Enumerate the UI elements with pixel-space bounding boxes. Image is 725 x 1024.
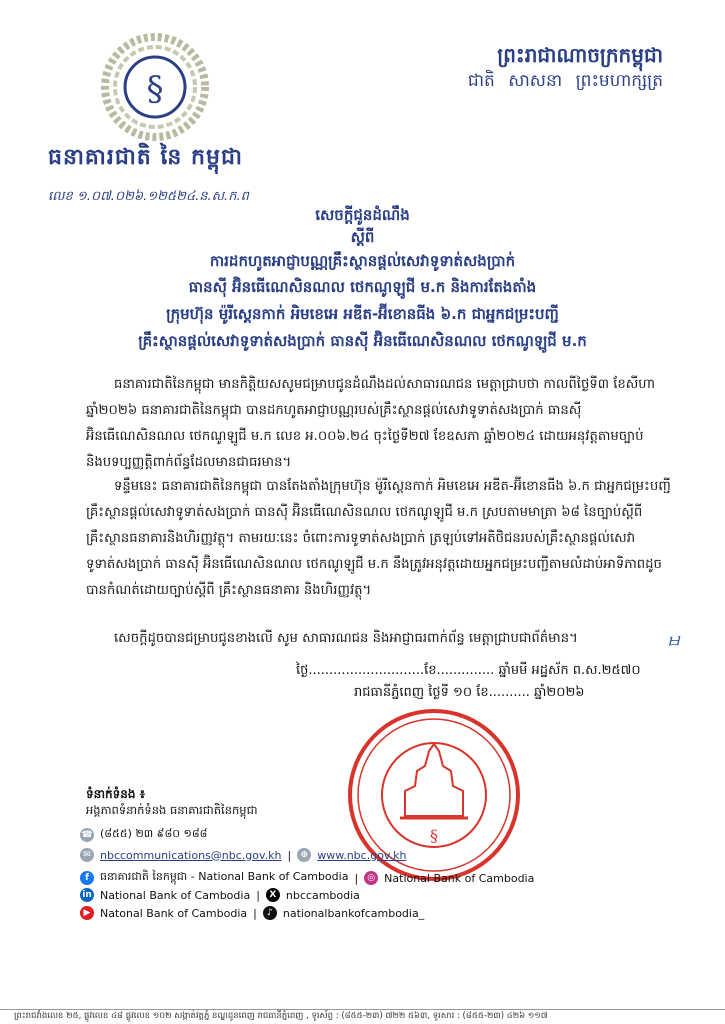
- body-paragraph-1: ធនាគារជាតិនៃកម្ពុជា មានកិត្តិយសសូមជម្រាបជូនដំណឹងដល់សាធារណជន មេត្តាជ្រាបថា កាលពីថ្ងៃទី៣ ខែសីហា ឆ្នាំ២០២៦ ធនាគារជាតិនៃកម្ពុជា បានដកហូតអាជ្ញាបណ្ណរបស់គ្រឹះស្ថានផ្តល់សេវាទូទាត់សងប្រាក់ ធានស៊ី អ៊ិនធើណេសិនណល ថេកណូឡូជី ម.ក លេខ អ.០០៦.២៤ ចុះថ្ងៃទី២៧ ខែឧសភា ឆ្នាំ២០២៤ ដោយអនុវត្តតាមច្បាប់ និងបទប្បញ្ញត្តិពាក់ព័ន្ធដែលមានជាធរមាន។: [86, 377, 656, 470]
- notice-subject-line: ធានស៊ី អ៊ិនធើណេសិនណល ថេកណូឡូជី ម.ក និងការតែងតាំង: [188, 278, 537, 296]
- solar-date: រាជធានីភ្នំពេញ ថ្ងៃទី ១០ ខែ.......... ឆ្នាំ២០២៦: [354, 685, 585, 700]
- body-paragraph-3: សេចក្តីដូចបានជម្រាបជូនខាងលើ សូម សាធារណជន និងអាជ្ញាធរពាក់ព័ន្ធ មេត្តាជ្រាបជាព័ត៌មាន។: [114, 631, 578, 646]
- contact-heading: ទំនាក់ទំនង ៖: [86, 787, 145, 801]
- linkedin-icon: in: [80, 888, 94, 902]
- tiktok-handle[interactable]: nationalbankofcambodia_: [282, 906, 425, 920]
- youtube-icon: ▶: [80, 906, 94, 920]
- email-row: ✉ nbccommunications@nbc.gov.kh | ⊕ www.nbc.gov.kh: [80, 848, 406, 862]
- svg-text:§: §: [146, 69, 164, 109]
- website-link[interactable]: www.nbc.gov.kh: [317, 848, 407, 862]
- facebook-handle[interactable]: ធនាគារជាតិ នៃកម្ពុជា - National Bank of Cambodia: [100, 870, 349, 883]
- kingdom-heading: ព្រះរាជាណាចក្រកម្ពុជា: [497, 43, 663, 67]
- reference-number: លេខ ១.០៧.០២៦.១២៥២៤.ន.ស.ក.ព: [48, 189, 249, 204]
- tiktok-icon: ♪: [263, 906, 277, 920]
- svg-text:§: §: [430, 826, 438, 845]
- footer-address: ព្រះរាជវាំងលេខ ២៥, ផ្លូវលេខ ៤៨ ផ្លូវលេខ ១០២ សង្កាត់វត្តភ្នំ ខណ្ឌដូនពេញ រាជធានីភ្នំពេញ , ទូរស័ព្ទ : (៨៥៥-២៣) ៧២២ ៥៦៣, ទូរសារ : (៨៥៥-២៣) ៤២៦ ១១៧: [14, 1011, 548, 1021]
- x-icon: X: [266, 888, 280, 902]
- instagram-icon: ◎: [364, 871, 378, 885]
- x-handle[interactable]: nbccambodia: [285, 888, 360, 902]
- social-row-1: f ធនាគារជាតិ នៃកម្ពុជា - National Bank of Cambodia | ◎ National Bank of Cambodia: [80, 870, 534, 886]
- lunar-date: ថ្ងៃ............................ខែ.............. ឆ្នាំមមី អដ្ឋស័ក ព.ស.២៥៧០: [296, 663, 641, 678]
- social-row-3: ▶ Natonal Bank of Cambodia | ♪ nationalbankofcambodia_: [80, 906, 424, 920]
- notice-subject-line: ការដកហូតអាជ្ញាបណ្ណគ្រឹះស្ថានផ្តល់សេវាទូទាត់សងប្រាក់: [209, 252, 516, 270]
- email-link[interactable]: nbccommunications@nbc.gov.kh: [100, 848, 282, 862]
- phone-row: [80, 827, 207, 843]
- social-row-2: in National Bank of Cambodia | X nbccambodia: [80, 888, 360, 902]
- facebook-icon: f: [80, 871, 94, 885]
- globe-icon: ⊕: [297, 848, 311, 862]
- email-icon: ✉: [80, 848, 94, 862]
- notice-subject-label: ស្តីពី: [350, 228, 375, 246]
- contact-department: អង្គភាពទំនាក់ទំនង ធនាគារជាតិនៃកម្ពុជា: [86, 803, 258, 817]
- bank-name: ធនាគារជាតិ នៃ កម្ពុជា: [48, 145, 243, 170]
- notice-title: សេចក្តីជូនដំណឹង: [315, 206, 410, 224]
- phone-icon: ☎: [81, 830, 93, 840]
- nbc-logo-emblem: [100, 32, 210, 142]
- initial-mark: ㅂ: [664, 632, 682, 653]
- footer-divider: [0, 1009, 725, 1010]
- youtube-handle[interactable]: Natonal Bank of Cambodia: [100, 906, 248, 920]
- phone-number: (៨៥៥) ២៣ ៩៨០ ១៨៨: [100, 827, 208, 840]
- body-paragraph-2: ទន្ទឹមនេះ ធនាគារជាតិនៃកម្ពុជា បានតែងតាំងក្រុមហ៊ុន ម៉ូរីស្តេនកាក់ អិមខេអេ អឌីត-អ៊ីខោនធីង ៦.ក ជាអ្នកជម្រះបញ្ជីគ្រឹះស្ថានផ្តល់សេវាទូទាត់សងប្រាក់ ធានស៊ី អ៊ិនធើណេសិនណល ថេកណូឡូជី ម.ក ស្របតាមមាត្រា ៦៨ នៃច្បាប់ស្តីពី គ្រឹះស្ថានធនាគារនិងហិរញ្ញវត្ថុ។ តាមរយៈនេះ ចំពោះការទូទាត់សងប្រាក់ ត្រឡប់ទៅអតិថិជនរបស់គ្រឹះស្ថានផ្តល់សេវាទូទាត់សងប្រាក់ ធានស៊ី អ៊ិនធើណេសិនណល ថេកណូឡូជី ម.ក នឹងត្រូវអនុវត្តដោយអ្នកជម្រះបញ្ជីតាមលំដាប់អាទិភាពដូចបានកំណត់ដោយច្បាប់ស្តីពី គ្រឹះស្ថានធនាគារ និងហិរញ្ញវត្ថុ។: [86, 479, 671, 598]
- linkedin-handle[interactable]: National Bank of Cambodia: [100, 888, 251, 902]
- instagram-handle[interactable]: National Bank of Cambodia: [384, 871, 535, 885]
- notice-subject-line: ក្រុមហ៊ុន ម៉ូរីស្តេនកាក់ អិមខេអេ អឌីត-អ៊ីខោនធីង ៦.ក ជាអ្នកជម្រះបញ្ជី: [166, 305, 559, 323]
- notice-subject-line: គ្រឹះស្ថានផ្តល់សេវាទូទាត់សងប្រាក់ ធានស៊ី អ៊ិនធើណេសិនណល ថេកណូឡូជី ម.ក: [138, 332, 587, 350]
- national-motto: ជាតិ សាសនា ព្រះមហាក្សត្រ: [467, 71, 663, 91]
